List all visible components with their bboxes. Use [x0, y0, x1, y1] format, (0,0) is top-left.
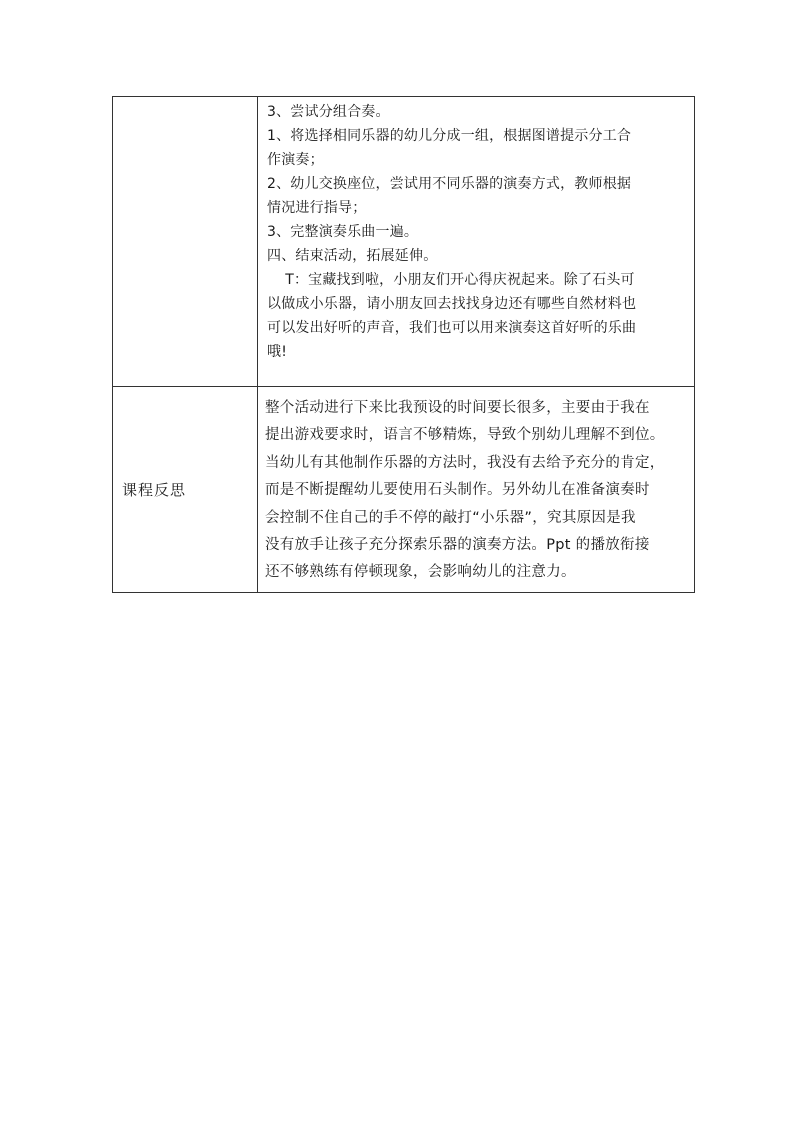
- text-line: T：宝藏找到啦，小朋友们开心得庆祝起来。除了石头可: [285, 272, 635, 288]
- text-line: 哦!: [267, 344, 288, 360]
- text-line: 会控制不住自己的手不停的敲打“小乐器”，究其原因是我: [265, 509, 636, 526]
- course-reflection-label: 课程反思: [122, 481, 187, 499]
- activity-steps-label-cell: [113, 97, 258, 387]
- course-reflection-label-cell: [113, 387, 258, 593]
- text-line: 没有放手让孩子充分探索乐器的演奏方法。Ppt 的播放衔接: [265, 537, 650, 554]
- text-line: 整个活动进行下来比我预设的时间要长很多，主要由于我在: [265, 400, 650, 416]
- course-reflection-row: [113, 387, 695, 593]
- text-line: 3、尝试分组合奏。: [267, 104, 390, 120]
- text-line: 1、将选择相同乐器的幼儿分成一组，根据图谱提示分工合: [267, 128, 632, 144]
- course-reflection-content-cell: [258, 387, 695, 593]
- text-line: 当幼儿有其他制作乐器的方法时，我没有去给予充分的肯定，: [265, 454, 665, 471]
- text-line: 3、完整演奏乐曲一遍。: [267, 224, 419, 240]
- text-line: 2、幼儿交换座位，尝试用不同乐器的演奏方式，教师根据: [267, 176, 632, 192]
- text-line: 可以发出好听的声音，我们也可以用来演奏这首好听的乐曲: [267, 320, 637, 336]
- lesson-plan-table: [112, 96, 695, 593]
- activity-steps-text: [258, 97, 694, 364]
- text-line: 以做成小乐器，请小朋友回去找找身边还有哪些自然材料也: [267, 296, 637, 312]
- text-line: 情况进行指导；: [267, 200, 367, 216]
- text-line: 还不够熟练有停顿现象，会影响幼儿的注意力。: [265, 564, 576, 581]
- activity-steps-row: [113, 97, 695, 387]
- text-line: 四、结束活动，拓展延伸。: [267, 248, 438, 264]
- text-line: 而是不断提醒幼儿要使用石头制作。另外幼儿在准备演奏时: [265, 482, 650, 499]
- text-line: 作演奏；: [267, 152, 324, 168]
- activity-steps-content-cell: [258, 97, 695, 387]
- text-line: 提出游戏要求时，语言不够精炼，导致个别幼儿理解不到位。: [265, 427, 665, 444]
- course-reflection-text: [258, 387, 694, 587]
